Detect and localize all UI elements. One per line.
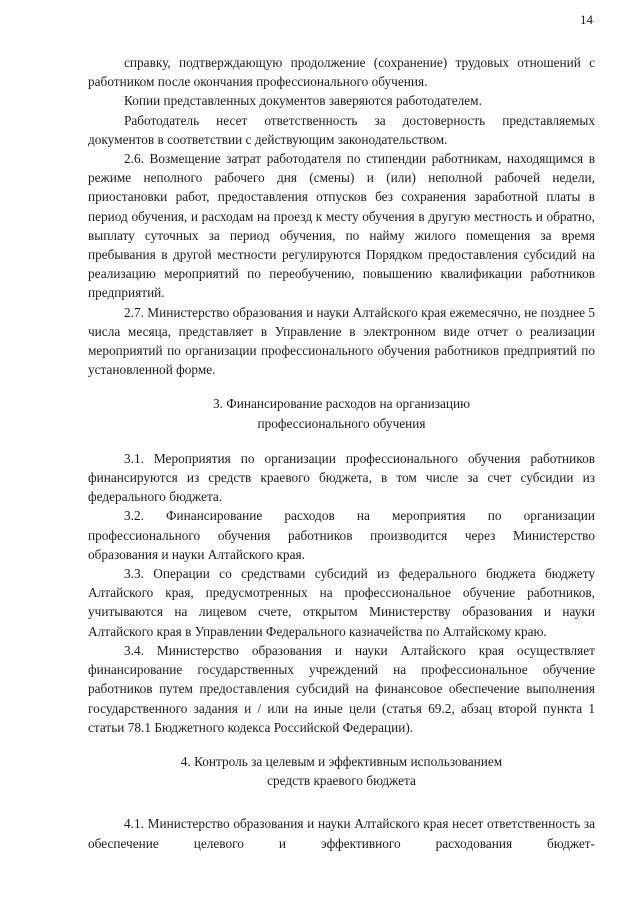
section-3-title-line2: профессионального обучения (257, 415, 426, 431)
paragraph-2-6: 2.6. Возмещение затрат работодателя по стипендии работникам, находящимся в режиме неполного рабочего дня (смены) и (или) неполной рабочей недели, приостановки работ, предоставления отпусков без сохранения заработной платы в период обучения, и расходам на проезд к месту обучения в другую местность и обратно, выплату суточных за период обучения, по найму жилого помещения за время пребывания в другой местности регулируются Порядком предоставления субсидий на реализацию мероприятий по переобучению, повышению квалификации работников предприятий. (88, 151, 595, 301)
paragraph-3-4: 3.4. Министерство образования и науки Алтайского края осуществляет финансирование государственных учреждений на профессиональное обучение работников путем предоставления субсидий на финансовое обеспечение выполнения государственного задания и / или на иные цели (статья 69.2, абзац второй пункта 1 статьи 78.1 Бюджетного кодекса Российской Федерации). (88, 642, 595, 735)
paragraph-4-1: 4.1. Министерство образования и науки Алтайского края несет ответственность за обеспечение целевого и эффективного расходования бюджет- (88, 816, 595, 851)
paragraph-responsibility: Работодатель несет ответственность за достоверность представляемых документов в соответствии с действующим законодательством. (88, 112, 595, 147)
section-4-title-line2: средств краевого бюджета (267, 773, 416, 789)
section-3-title-line1: 3. Финансирование расходов на организацию (212, 396, 471, 412)
section-4-title-line1: 4. Контроль за целевым и эффективным использованием (180, 753, 503, 769)
paragraph-3-1: 3.1. Мероприятия по организации профессионального обучения работников финансируются из средств краевого бюджета, в том числе за счет субсидии из федерального бюджета. (88, 450, 595, 505)
paragraph-copies: Копии представленных документов заверяются работодателем. (124, 93, 482, 109)
paragraph-certificate: справку, подтверждающую продолжение (сохранение) трудовых отношений с работником после окончания профессионального обучения. (88, 55, 595, 90)
section-4-heading (88, 752, 595, 790)
paragraph-2-7: 2.7. Министерство образования и науки Алтайского края ежемесячно, не позднее 5 числа месяца, представляет в Управление в электронном виде отчет о реализации мероприятий по организации профессионального обучения работников предприятий по установленной форме. (88, 304, 595, 378)
page-number: 14 (580, 12, 593, 27)
section-3-heading (88, 394, 595, 432)
paragraph-3-2: 3.2. Финансирование расходов на мероприятия по организации профессионального обучения работников производится через Министерство образования и науки Алтайского края. (88, 508, 595, 562)
paragraph-3-3: 3.3. Операции со средствами субсидий из федерального бюджета бюджету Алтайского края, предусмотренных на профессиональное обучение работников, учитываются на лицевом счете, открытом Министерству образования и науки Алтайского края в Управлении Федерального казначейства по Алтайскому краю. (88, 566, 595, 639)
document-body (88, 53, 595, 853)
